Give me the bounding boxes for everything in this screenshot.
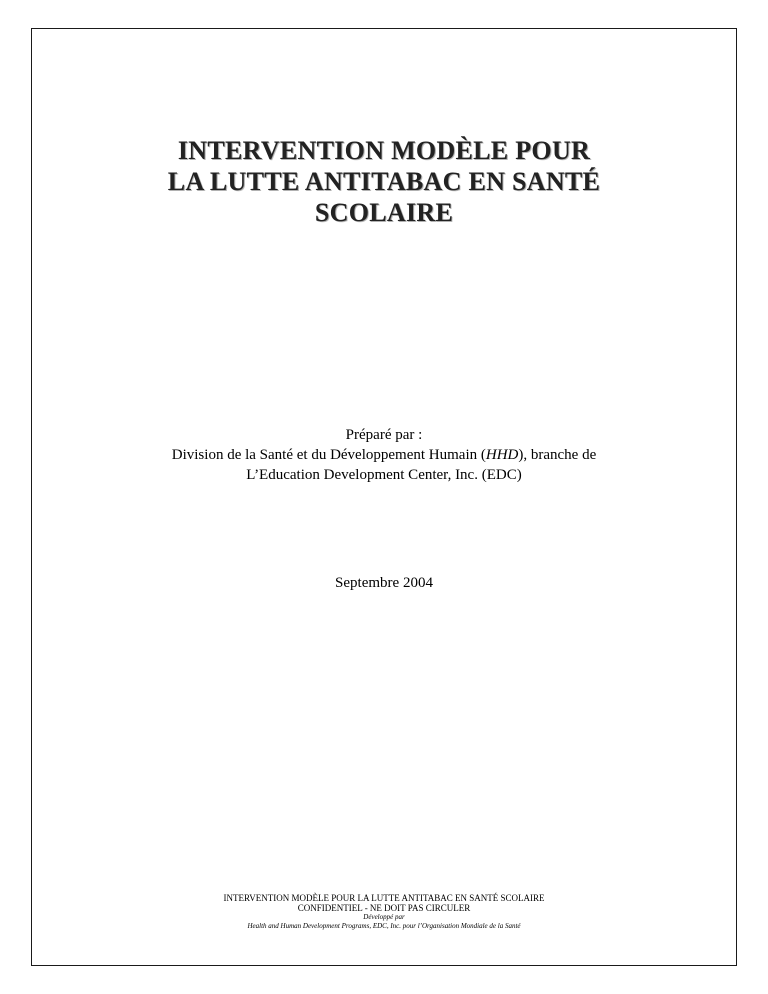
title-line-1: INTERVENTION MODÈLE POUR	[177, 136, 591, 165]
hhd-abbreviation: HHD	[485, 447, 519, 463]
title-line-3: SCOLAIRE	[314, 198, 454, 227]
prepared-by-heading: Préparé par :	[345, 427, 423, 443]
title-line-2: LA LUTTE ANTITABAC EN SANTÉ	[167, 167, 601, 196]
publication-date: Septembre 2004	[335, 575, 433, 591]
page-footer	[31, 893, 737, 931]
footer-developed-by: Développé par	[363, 913, 405, 921]
prepared-by-line-2: L’Education Development Center, Inc. (EDC)	[246, 467, 522, 483]
footer-confidential: CONFIDENTIEL - NE DOIT PAS CIRCULER	[297, 903, 471, 913]
prepared-by-line-1-end: ), branche de	[518, 447, 597, 463]
prepared-by-block	[31, 425, 737, 485]
prepared-by-line-1-start: Division de la Santé et du Développement Humain (	[171, 447, 486, 463]
footer-organization: Health and Human Development Programs, EDC, Inc. pour l’Organisation Mondiale de la Santé	[247, 922, 521, 930]
footer-title: INTERVENTION MODÈLE POUR LA LUTTE ANTITABAC EN SANTÉ SCOLAIRE	[223, 893, 545, 903]
document-title	[31, 135, 737, 228]
prepared-by-line-1	[31, 445, 737, 465]
